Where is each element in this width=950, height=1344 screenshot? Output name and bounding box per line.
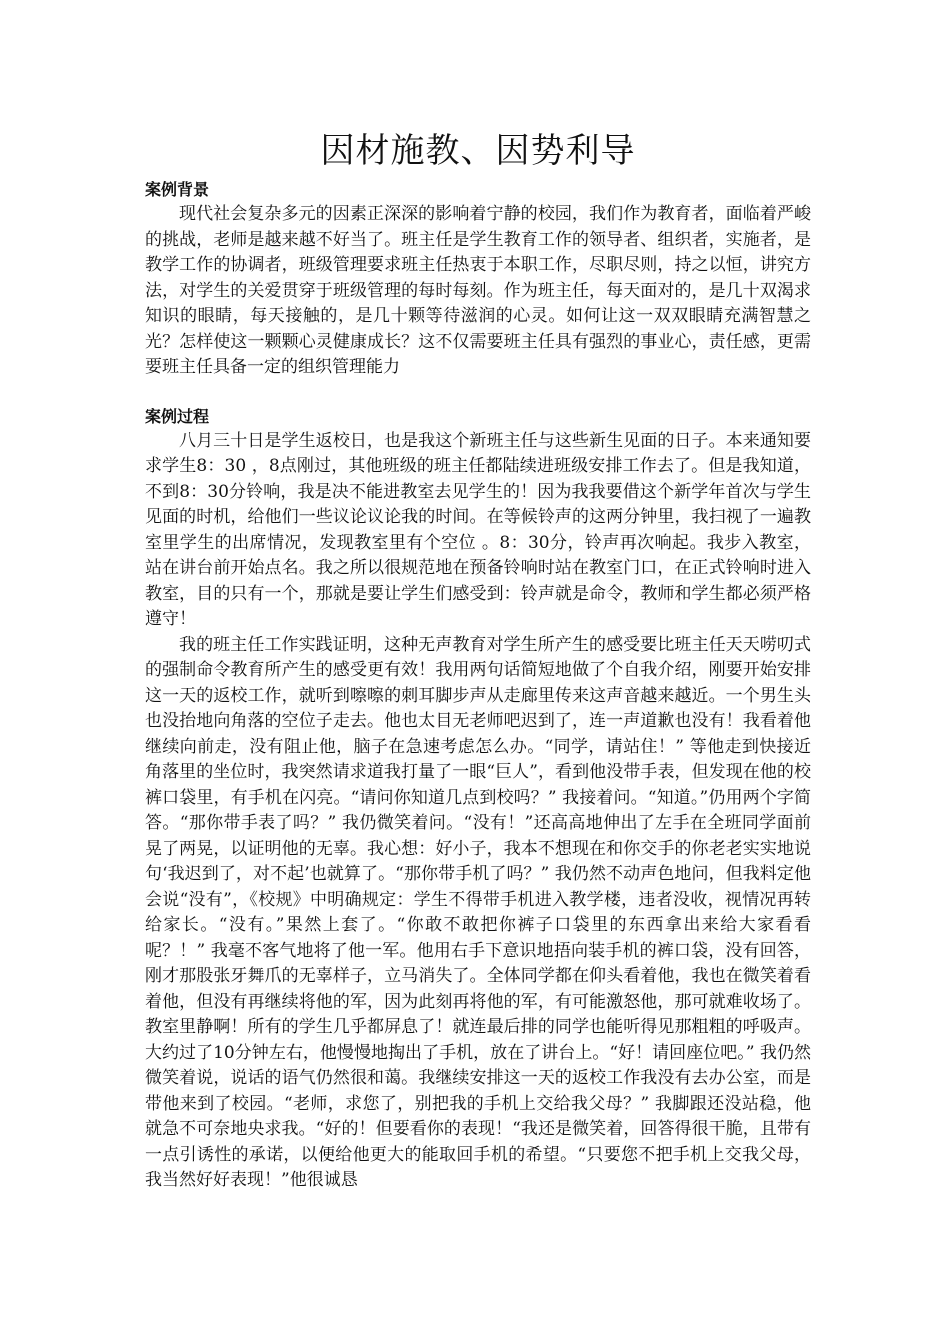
process-paragraph-1: 八月三十日是学生返校日，也是我这个新班主任与这些新生见面的日子。本来通知要求学生8：30 ，8点刚过，其他班级的班主任都陆续进班级安排工作去了。但是我知道，不到8：30分铃响，我是决不能进教室去见学生的！因为我我要借这个新学年首次与学生见面的时机，给他们一些议论议论我的时间。在等候铃声的这两分钟里，我扫视了一遍教室里学生的出席情况，发现教室里有个空位 。8：30分，铃声再次响起。我步入教室，站在讲台前开始点名。我之所以很规范地在预备铃响时站在教室门口，在正式铃响时进入教室，目的只有一个，那就是要让学生们感受到：铃声就是命令，教师和学生都必须严格遵守！ [145,430,811,629]
document-title: 因材施教、因势利导 [320,131,636,171]
document-page [145,128,811,1194]
background-paragraph: 现代社会复杂多元的因素正深深的影响着宁静的校园，我们作为教育者，面临着严峻的挑战，老师是越来越不好当了。班主任是学生教育工作的领导者、组织者，实施者，是教学工作的协调者，班级管理要求班主任热衷于本职工作，尽职尽则，持之以恒，讲究方法，对学生的关爱贯穿于班级管理的每时每刻。作为班主任，每天面对的，是几十双渴求知识的眼睛，每天接触的，是几十颗等待滋润的心灵。如何让这一双双眼睛充满智慧之光？怎样使这一颗颗心灵健康成长？这不仅需要班主任具有强烈的事业心，责任感，更需要班主任具备一定的组织管理能力 [145,204,811,377]
section-heading-background: 案例背景 [145,180,210,199]
section-spacer [145,381,811,405]
section-heading-process: 案例过程 [145,406,210,426]
process-paragraph-2: 我的班主任工作实践证明，这种无声教育对学生所产生的感受要比班主任天天唠叨式的强制命令教育所产生的感受更有效！我用两句话简短地做了个自我介绍，刚要开始安排这一天的返校工作，就听到嚓嚓的刺耳脚步声从走廊里传来这声音越来越近。一个男生头也没抬地向角落的空位子走去。他也太目无老师吧迟到了，连一声道歉也没有！我看着他继续向前走，没有阻止他，脑子在急速考虑怎么办。“同学，请站住！” 等他走到快接近角落里的坐位时，我突然请求道我打量了一眼“巨人”，看到他没带手表，但发现在他的校裤口袋里，有手机在闪亮。“请问你知道几点到校吗？” 我接着问。“知道。”仍用两个字简答。“那你带手表了吗？” 我仍微笑着问。“没有！”还高高地伸出了左手在全班同学面前晃了两晃，以证明他的无辜。我心想：好小子，我本不想现在和你交手的你老老实实地说句‘我迟到了，对不起’也就算了。“那你带手机了吗？” 我仍然不动声色地问，但我料定他会说“没有”，《校规》中明确规定：学生不得带手机进入教学楼，违者没收，视情况再转给家长。“没有。”果然上套了。“你敢不敢把你裤子口袋里的东西拿出来给大家看看呢？！” 我毫不客气地将了他一军。他用右手下意识地捂向装手机的裤口袋，没有回答，刚才那股张牙舞爪的无辜样子，立马消失了。全体同学都在仰头看着他，我也在微笑着看着他，但没有再继续将他的军，因为此刻再将他的军，有可能激怒他，那可就难收场了。教室里静啊！所有的学生几乎都屏息了！就连最后排的同学也能听得见那粗粗的呼吸声。大约过了10分钟左右，他慢慢地掏出了手机，放在了讲台上。“好！请回座位吧。” 我仍然微笑着说，说话的语气仍然很和蔼。我继续安排这一天的返校工作我没有去办公室，而是带他来到了校园。“老师，求您了，别把我的手机上交给我父母？” 我脚跟还没站稳，他就急不可奈地央求我。“好的！但要看你的表现！“我还是微笑着，回答得很干脆，且带有一点引诱性的承诺，以便给他更大的能取回手机的希望。“只要您不把手机上交我父母，我当然好好表现！”他很诚恳 [145,634,811,1190]
section-process [145,405,811,1194]
section-background [145,178,811,381]
